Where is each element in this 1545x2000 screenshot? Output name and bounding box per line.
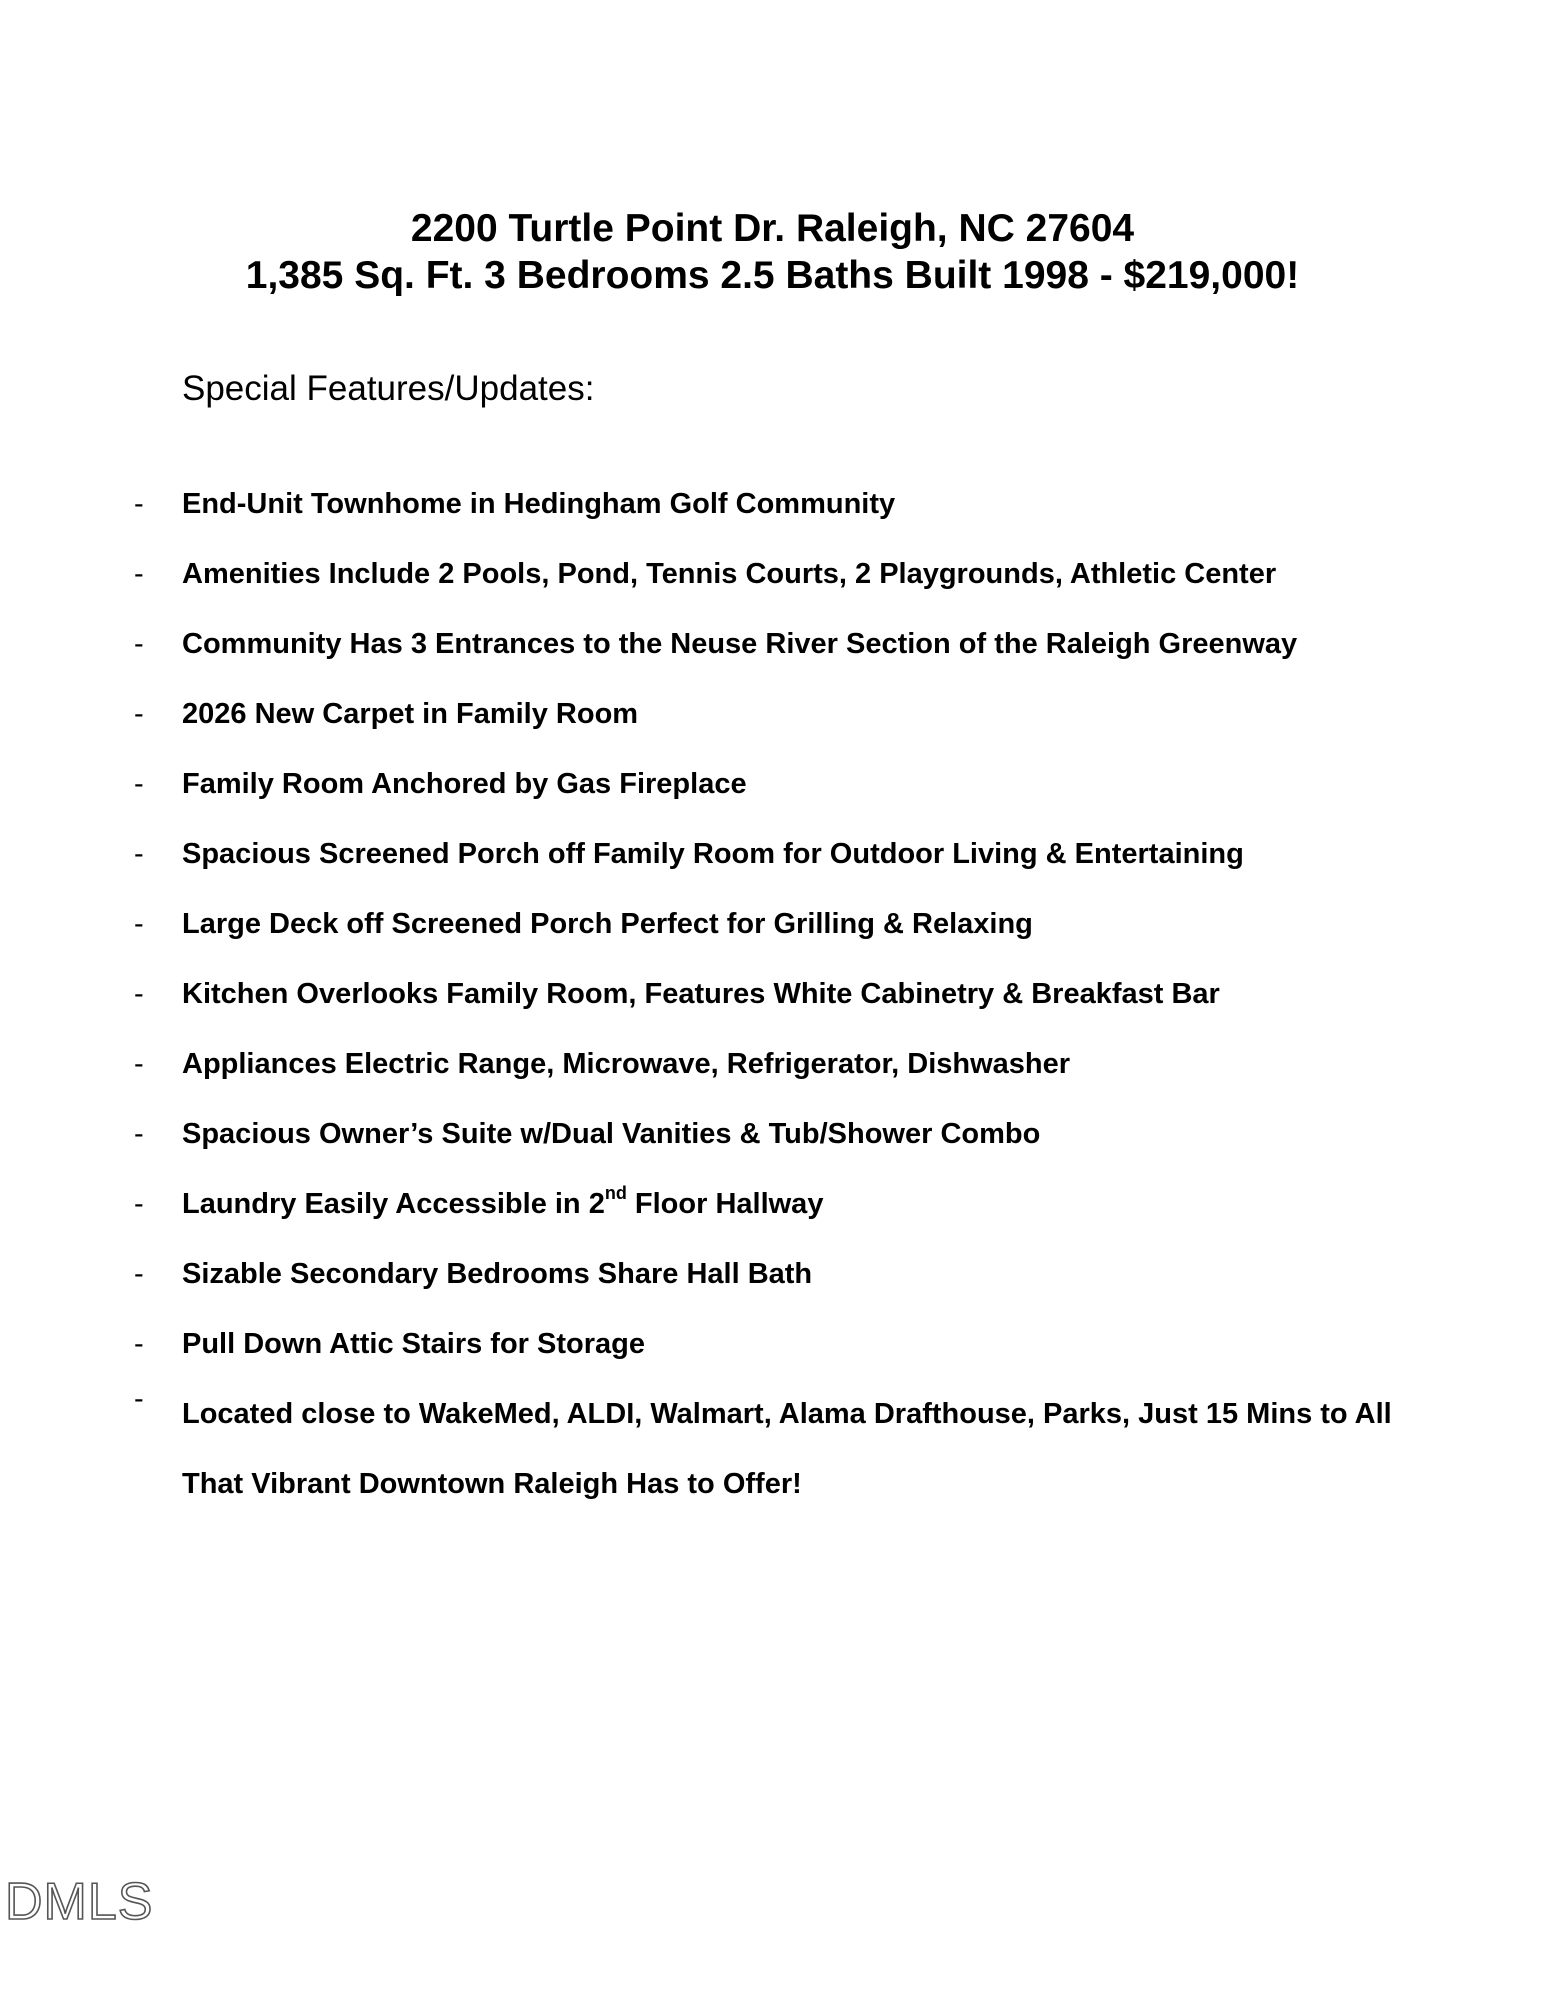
bullet-dash: - <box>134 628 144 660</box>
bullet-dash: - <box>134 978 144 1010</box>
section-heading: Special Features/Updates: <box>182 369 595 408</box>
feature-text: Family Room Anchored by Gas Fireplace <box>182 768 747 800</box>
feature-text: Sizable Secondary Bedrooms Share Hall Bath <box>182 1258 813 1290</box>
feature-text-location <box>182 1379 1482 1519</box>
laundry-text-after: Floor Hallway <box>626 1188 824 1220</box>
bullet-dash: - <box>134 488 144 520</box>
list-item <box>0 624 1300 694</box>
feature-text: Community Has 3 Entrances to the Neuse River Section of the Raleigh Greenway <box>182 628 1298 660</box>
feature-text-laundry <box>182 1184 823 1224</box>
property-details: 1,385 Sq. Ft. 3 Bedrooms 2.5 Baths Built 1998 - $219,000! <box>245 254 1300 297</box>
list-item <box>0 1184 1300 1254</box>
list-item <box>0 554 1300 624</box>
list-item <box>0 1379 1392 1519</box>
location-line-2: That Vibrant Downtown Raleigh Has to Offer! <box>182 1468 802 1500</box>
list-item <box>0 1254 1300 1324</box>
list-item <box>0 484 1300 554</box>
property-address: 2200 Turtle Point Dr. Raleigh, NC 27604 <box>410 207 1135 250</box>
location-line-1: Located close to WakeMed, ALDI, Walmart, Alama Drafthouse, Parks, Just 15 Mins to All <box>182 1398 1392 1430</box>
feature-text: Spacious Screened Porch off Family Room for Outdoor Living & Entertaining <box>182 838 1244 870</box>
listing-header <box>0 205 1545 299</box>
laundry-text-before: Laundry Easily Accessible in 2 <box>182 1188 605 1220</box>
list-item <box>0 1044 1300 1114</box>
bullet-dash: - <box>134 1258 144 1290</box>
bullet-dash: - <box>134 1118 144 1150</box>
feature-text: Pull Down Attic Stairs for Storage <box>182 1328 645 1360</box>
feature-text: Appliances Electric Range, Microwave, Refrigerator, Dishwasher <box>182 1048 1071 1080</box>
feature-text: Kitchen Overlooks Family Room, Features White Cabinetry & Breakfast Bar <box>182 978 1220 1010</box>
bullet-dash: - <box>134 768 144 800</box>
list-item <box>0 764 1300 834</box>
feature-text: Spacious Owner’s Suite w/Dual Vanities & Tub/Shower Combo <box>182 1118 1041 1150</box>
dmls-watermark-logo: DMLS <box>5 1873 154 1931</box>
bullet-dash: - <box>134 838 144 870</box>
list-item <box>0 834 1300 904</box>
bullet-dash: - <box>134 908 144 940</box>
feature-text: Large Deck off Screened Porch Perfect for Grilling & Relaxing <box>182 908 1033 940</box>
feature-text: End-Unit Townhome in Hedingham Golf Community <box>182 488 896 520</box>
list-item <box>0 974 1300 1044</box>
list-item <box>0 1114 1300 1184</box>
feature-list <box>0 484 1392 1519</box>
bullet-dash: - <box>134 1328 144 1360</box>
feature-text: Amenities Include 2 Pools, Pond, Tennis Courts, 2 Playgrounds, Athletic Center <box>182 558 1277 590</box>
ordinal-suffix: nd <box>604 1183 627 1203</box>
bullet-dash: - <box>134 558 144 590</box>
bullet-dash: - <box>134 1383 144 1415</box>
bullet-dash: - <box>134 1188 144 1220</box>
list-item <box>0 694 1300 764</box>
feature-text: 2026 New Carpet in Family Room <box>182 698 639 730</box>
bullet-dash: - <box>134 698 144 730</box>
list-item <box>0 904 1300 974</box>
bullet-dash: - <box>134 1048 144 1080</box>
